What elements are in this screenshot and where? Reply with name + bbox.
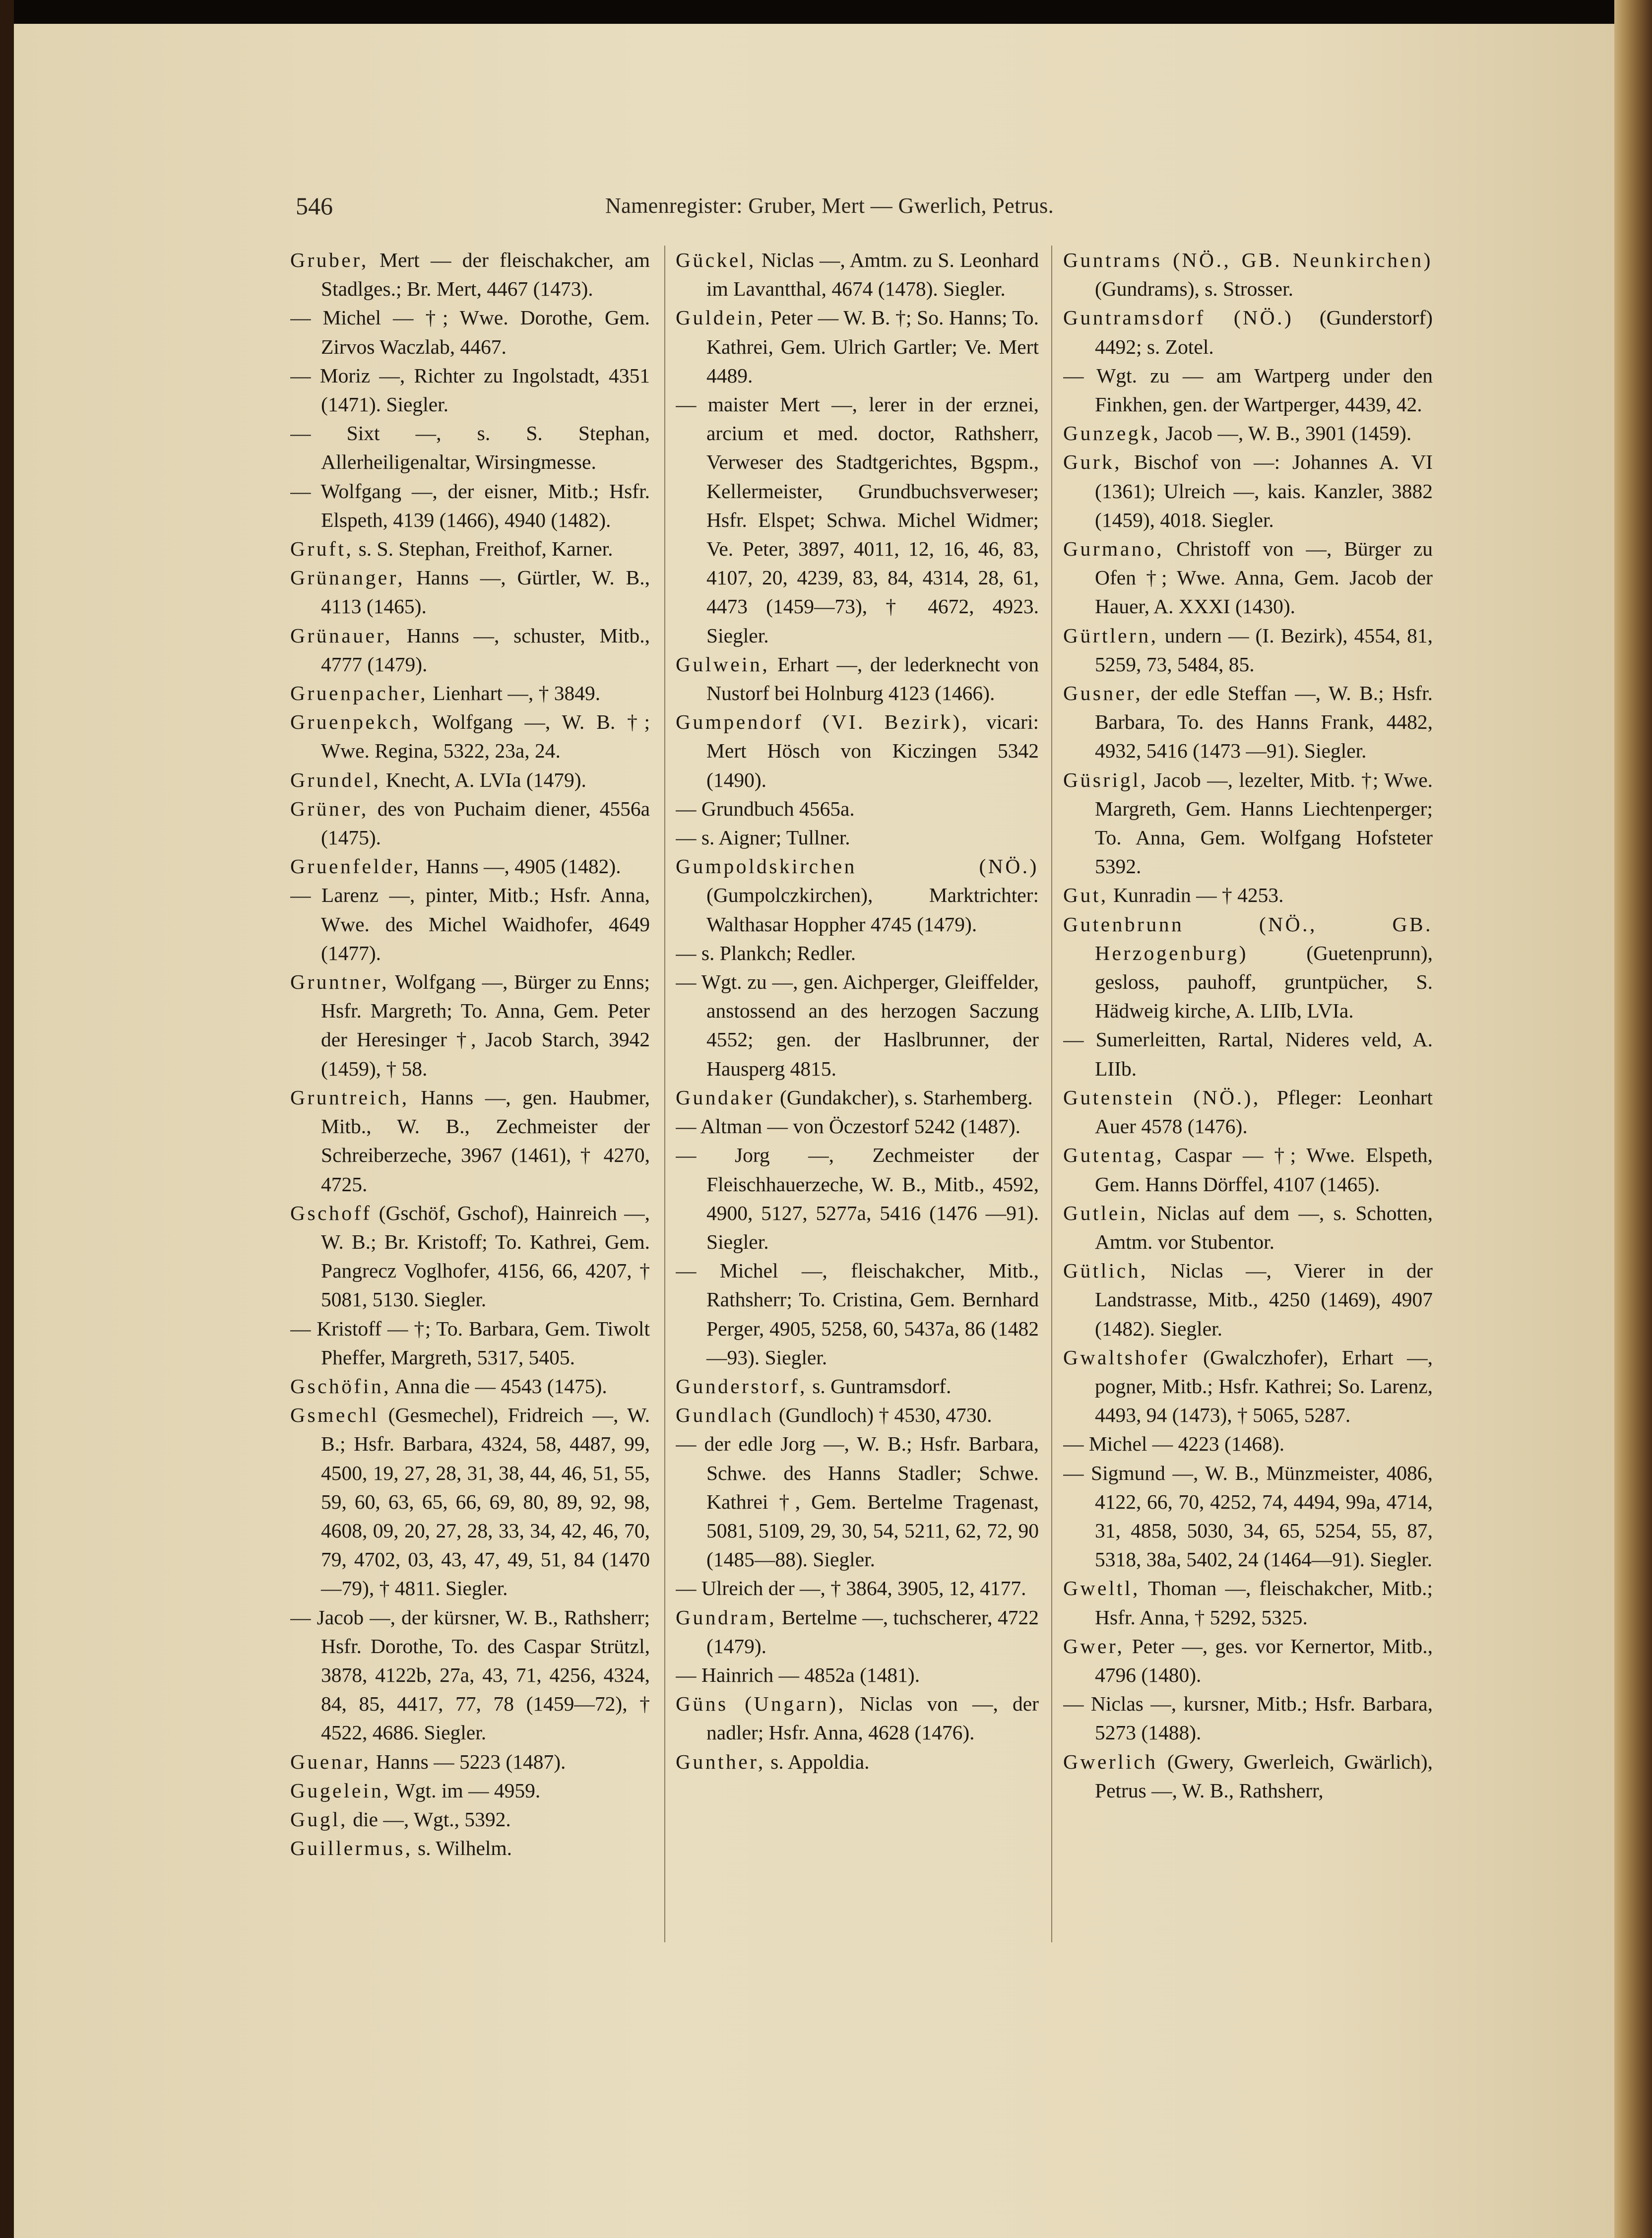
entry-headword: Grünauer,	[290, 624, 392, 647]
entry-text: (Gumpolczkirchen), Marktrichter: Walthasar Hoppher 4745 (1479).	[706, 884, 1039, 936]
entry-text: Niclas auf dem —, s. Schotten, Amtm. vor Stubentor.	[1095, 1201, 1433, 1253]
entry-headword: Gweltl,	[1063, 1577, 1140, 1600]
index-entry	[1063, 1689, 1433, 1747]
index-entry	[1063, 1459, 1433, 1574]
index-entry	[1063, 534, 1433, 621]
entry-headword: Gunther,	[676, 1750, 765, 1773]
index-entry	[1063, 621, 1433, 679]
entry-headword: Gruntreich,	[290, 1086, 409, 1109]
entry-headword: Gundlach	[676, 1404, 774, 1427]
entry-headword: Güns (Ungarn),	[676, 1692, 846, 1716]
index-entry	[676, 1372, 1039, 1401]
entry-text: — Kristoff — †; To. Barbara, Gem. Tiwolt Pheffer, Margreth, 5317, 5405.	[290, 1317, 650, 1369]
index-entry	[676, 1256, 1039, 1372]
scan-left-border	[0, 0, 14, 2238]
index-entry	[676, 1112, 1039, 1141]
entry-headword: Gutenbrunn (NÖ., GB. Herzogenburg)	[1063, 912, 1433, 964]
entry-text: — Wolfgang —, der eisner, Mitb.; Hsfr. Elspeth, 4139 (1466), 4940 (1482).	[290, 479, 650, 531]
index-entry	[1063, 1141, 1433, 1198]
entry-text: — Jacob —, der kürsner, W. B., Rathsherr; Hsfr. Dorothe, To. des Caspar Strützl, 3878, 4122b, 27a, 43, 71, 4256, 4324, 84, 85, 4417, 77, 78 (1459—72), † 4522, 4686. Siegler.	[290, 1605, 650, 1744]
entry-headword: Gwer,	[1063, 1634, 1125, 1658]
index-entry	[1063, 419, 1433, 448]
entry-headword: Gut,	[1063, 884, 1108, 907]
entry-headword: Grüner,	[290, 797, 369, 820]
index-entry	[1063, 679, 1433, 766]
index-entry	[1063, 1199, 1433, 1256]
entry-text: — Altman — von Öczestorf 5242 (1487).	[676, 1115, 1021, 1138]
index-entry	[1063, 910, 1433, 1025]
entry-headword: Guldein,	[676, 306, 765, 329]
entry-headword: Guenar,	[290, 1750, 371, 1773]
entry-headword: Gwaltshofer	[1063, 1345, 1190, 1369]
entry-text: Lienhart —, † 3849.	[428, 682, 601, 705]
entry-headword: Gschöfin,	[290, 1374, 391, 1398]
entry-text: — Michel — 4223 (1468).	[1063, 1432, 1285, 1456]
entry-text: Wolfgang —, Bürger zu Enns; Hsfr. Margreth; To. Anna, Gem. Peter der Heresinger †, Jacob Starch, 3942 (1459), † 58.	[321, 970, 650, 1080]
index-entry	[1063, 1083, 1433, 1141]
index-entry	[676, 390, 1039, 650]
entry-text: Peter —, ges. vor Kernertor, Mitb., 4796 (1480).	[1095, 1634, 1433, 1686]
entry-headword: Gunderstorf,	[676, 1374, 807, 1398]
entry-text: — Michel —, fleischakcher, Mitb., Rathsherr; To. Cristina, Gem. Bernhard Perger, 4905, 5258, 60, 5437a, 86 (1482—93). Siegler.	[676, 1259, 1039, 1369]
entry-headword: Gugelein,	[290, 1779, 391, 1802]
index-entry	[1063, 1747, 1433, 1805]
index-column-1	[290, 246, 650, 1967]
entry-headword: Gruber,	[290, 249, 369, 271]
entry-text: Niclas von —, der nadler; Hsfr. Anna, 4628 (1476).	[706, 1692, 1039, 1744]
entry-text: s. Guntramsdorf.	[807, 1374, 952, 1398]
index-entry	[290, 477, 650, 534]
index-entry	[676, 1661, 1039, 1689]
running-title: Namenregister: Gruber, Mert — Gwerlich, Petrus.	[605, 193, 1054, 218]
index-entry	[1063, 303, 1433, 361]
index-entry	[676, 1429, 1039, 1574]
entry-text: der edle Steffan —, W. B.; Hsfr. Barbara, To. des Hanns Frank, 4482, 4932, 5416 (1473 —91). Siegler.	[1095, 682, 1433, 763]
entry-text: — Ulreich der —, † 3864, 3905, 12, 4177.	[676, 1577, 1026, 1600]
entry-headword: Gugl,	[290, 1807, 348, 1831]
entry-text: s. Appoldia.	[765, 1750, 870, 1773]
page-number: 546	[296, 192, 333, 220]
entry-text: s. S. Stephan, Freithof, Karner.	[353, 537, 613, 561]
entry-text: (Guetenprunn), gesloss, pauhoff, gruntpücher, S. Hädweig kirche, A. LIIb, LVIa.	[1095, 941, 1433, 1023]
index-entry	[290, 1372, 650, 1401]
index-entry	[1063, 766, 1433, 881]
entry-text: Hanns —, Gürtler, W. B., 4113 (1465).	[321, 566, 650, 618]
entry-headword: Gückel,	[676, 249, 756, 271]
entry-headword: Gulwein,	[676, 652, 770, 676]
entry-text: — der edle Jorg —, W. B.; Hsfr. Barbara, Schwe. des Hanns Stadler; Schwe. Kathrei †, Gem. Bertelme Tragenast, 5081, 5109, 29, 30, 54, 5211, 62, 72, 90 (1485—88). Siegler.	[676, 1432, 1039, 1571]
entry-headword: Gürtlern,	[1063, 624, 1158, 647]
entry-headword: Gunzegk,	[1063, 422, 1161, 445]
index-entry	[676, 967, 1039, 1083]
entry-text: undern — (I. Bezirk), 4554, 81, 5259, 73, 5484, 85.	[1095, 624, 1433, 676]
index-entry	[290, 534, 650, 563]
index-entry	[290, 1834, 650, 1862]
column-divider	[1051, 246, 1052, 1942]
index-entry	[1063, 1574, 1433, 1631]
index-entry	[290, 621, 650, 679]
index-entry	[290, 881, 650, 967]
index-entry	[676, 794, 1039, 823]
entry-text: — Wgt. zu — am Wartperg under den Finkhen, gen. der Wartperger, 4439, 42.	[1063, 364, 1433, 416]
index-entry	[676, 707, 1039, 794]
column-divider	[664, 246, 665, 1942]
entry-headword: Gsmechl	[290, 1404, 380, 1427]
entry-text: Jacob —, lezelter, Mitb. †; Wwe. Margreth, Gem. Hanns Liechtenperger; To. Anna, Gem. Wolfgang Hofsteter 5392.	[1095, 768, 1433, 878]
entry-text: die —, Wgt., 5392.	[347, 1807, 511, 1831]
entry-text: Anna die — 4543 (1475).	[391, 1374, 607, 1398]
entry-text: Wgt. im — 4959.	[391, 1779, 541, 1802]
index-entry	[1063, 448, 1433, 534]
entry-text: Knecht, A. LVIa (1479).	[381, 768, 586, 791]
entry-headword: Gruenpacher,	[290, 682, 428, 705]
index-entry	[676, 246, 1039, 303]
index-entry	[1063, 246, 1433, 303]
entry-text: vicari: Mert Hösch von Kiczingen 5342 (1490).	[706, 710, 1039, 791]
index-entry	[290, 967, 650, 1083]
entry-headword: Gschoff	[290, 1201, 372, 1224]
entry-text: Bischof von —: Johannes A. VI (1361); Ulreich —, kais. Kanzler, 3882 (1459), 4018. Siegler.	[1095, 450, 1433, 531]
index-entry	[290, 766, 650, 794]
entry-headword: Guntramsdorf (NÖ.)	[1063, 306, 1294, 329]
index-entry	[290, 246, 650, 303]
index-entry	[1063, 1025, 1433, 1083]
entry-text: Mert — der fleischakcher, am Stadlges.; Br. Mert, 4467 (1473).	[321, 249, 650, 301]
index-entry	[290, 707, 650, 765]
index-entry	[290, 852, 650, 881]
entry-text: Niclas —, Vierer in der Landstrasse, Mitb., 4250 (1469), 4907 (1482). Siegler.	[1095, 1259, 1433, 1340]
entry-text: — Niclas —, kursner, Mitb.; Hsfr. Barbara, 5273 (1488).	[1063, 1692, 1433, 1744]
entry-text: — Hainrich — 4852a (1481).	[676, 1663, 920, 1686]
entry-text: — Sixt —, s. S. Stephan, Allerheiligenaltar, Wirsingmesse.	[290, 422, 650, 474]
entry-headword: Grundel,	[290, 768, 381, 791]
entry-headword: Gundaker	[676, 1086, 775, 1109]
index-entry	[290, 1805, 650, 1834]
entry-text: Caspar — †; Wwe. Elspeth, Gem. Hanns Dörffel, 4107 (1465).	[1095, 1144, 1433, 1196]
entry-headword: Gütlich,	[1063, 1259, 1148, 1282]
index-entry	[290, 361, 650, 419]
index-entry	[1063, 1429, 1433, 1458]
entry-text: Hanns — 5223 (1487).	[371, 1750, 566, 1773]
entry-text: Bertelme —, tuchscherer, 4722 (1479).	[706, 1605, 1039, 1658]
entry-headword: Gruenfelder,	[290, 855, 421, 878]
entry-text: Niclas —, Amtm. zu S. Leonhard im Lavantthal, 4674 (1478). Siegler.	[706, 249, 1039, 301]
index-entry	[1063, 1256, 1433, 1343]
entry-text: Thoman —, fleischakcher, Mitb.; Hsfr. Anna, † 5292, 5325.	[1095, 1577, 1433, 1629]
index-entry	[676, 1574, 1039, 1602]
entry-text: (Gesmechel), Fridreich —, W. B.; Hsfr. Barbara, 4324, 58, 4487, 99, 4500, 19, 27, 28, 31, 38, 44, 46, 51, 55, 59, 60, 63, 65, 66, 69, 80, 89, 92, 98, 4608, 09, 20, 27, 28, 33, 34, 42, 46, 70, 79, 4702, 03, 43, 47, 49, 51, 84 (1470—79), † 4811. Siegler.	[321, 1404, 650, 1600]
entry-text: Pfleger: Leonhart Auer 4578 (1476).	[1095, 1086, 1433, 1138]
index-entry	[676, 852, 1039, 939]
index-entry	[290, 794, 650, 852]
entry-headword: Gruenpekch,	[290, 710, 421, 734]
index-entry	[290, 679, 650, 707]
entry-text: s. Wilhelm.	[412, 1837, 512, 1860]
entry-text: — Wgt. zu —, gen. Aichperger, Gleiffelder, anstossend an des herzogen Saczung 4552; gen. der Haslbrunner, der Hausperg 4815.	[676, 970, 1039, 1080]
entry-headword: Guillermus,	[290, 1837, 413, 1860]
index-entry	[676, 1083, 1039, 1112]
index-entry	[290, 1314, 650, 1372]
index-entry	[676, 939, 1039, 967]
index-entry	[676, 650, 1039, 707]
entry-text: — Moriz —, Richter zu Ingolstadt, 4351 (1471). Siegler.	[290, 364, 650, 416]
index-entry	[290, 1199, 650, 1314]
entry-text: (Gundloch) † 4530, 4730.	[773, 1404, 992, 1427]
running-header	[296, 189, 1452, 223]
entry-headword: Gusner,	[1063, 682, 1143, 705]
index-entry	[676, 1747, 1039, 1776]
entry-headword: Gutentag,	[1063, 1144, 1164, 1167]
entry-headword: Grünanger,	[290, 566, 405, 589]
index-entry	[290, 1603, 650, 1747]
index-column-2	[676, 246, 1039, 1967]
entry-text: (Gschöf, Gschof), Hainreich —, W. B.; Br. Kristoff; To. Kathrei, Gem. Pangrecz Voglhofer, 4156, 66, 4207, † 5081, 5130. Siegler.	[321, 1201, 650, 1311]
index-entry	[290, 303, 650, 361]
index-entry	[676, 1689, 1039, 1747]
index-entry	[1063, 361, 1433, 419]
entry-text: — s. Plankch; Redler.	[676, 941, 856, 964]
index-entry	[290, 563, 650, 621]
index-column-3	[1063, 246, 1433, 1967]
index-entry	[290, 1401, 650, 1602]
entry-headword: Gurmano,	[1063, 537, 1164, 561]
entry-headword: Gruntner,	[290, 970, 389, 994]
entry-text: — Sumerleitten, Rartal, Nideres veld, A. LIIb.	[1063, 1028, 1433, 1080]
index-entry	[290, 1747, 650, 1776]
entry-text: (Gwalczhofer), Erhart —, pogner, Mitb.; Hsfr. Kathrei; So. Larenz, 4493, 94 (1473), † 5065, 5287.	[1095, 1345, 1433, 1427]
entry-text: Kunradin — † 4253.	[1108, 884, 1284, 907]
book-binding-edge	[1614, 0, 1652, 2238]
entry-headword: Güsrigl,	[1063, 768, 1148, 791]
entry-text: Hanns —, 4905 (1482).	[421, 855, 621, 878]
index-entry	[676, 1141, 1039, 1256]
index-entry	[290, 1083, 650, 1199]
entry-text: (Gwery, Gwerleich, Gwärlich), Petrus —, W. B., Rathsherr,	[1095, 1750, 1433, 1802]
entry-headword: Gutlein,	[1063, 1201, 1148, 1224]
index-entry	[1063, 881, 1433, 909]
entry-text: Jacob —, W. B., 3901 (1459).	[1160, 422, 1412, 445]
entry-text: — Grundbuch 4565a.	[676, 797, 855, 820]
index-entry	[676, 303, 1039, 390]
index-entry	[290, 419, 650, 476]
entry-text: — Larenz —, pinter, Mitb.; Hsfr. Anna, Wwe. des Michel Waidhofer, 4649 (1477).	[290, 884, 650, 964]
entry-text: — Michel — †; Wwe. Dorothe, Gem. Zirvos Waczlab, 4467.	[290, 306, 650, 358]
index-entry	[676, 823, 1039, 852]
entry-headword: Gutenstein (NÖ.),	[1063, 1086, 1261, 1109]
entry-headword: Guntrams (NÖ., GB. Neunkirchen)	[1063, 249, 1433, 271]
index-entry	[676, 1603, 1039, 1661]
entry-headword: Gumpendorf (VI. Bezirk),	[676, 710, 969, 734]
entry-headword: Gundram,	[676, 1605, 777, 1629]
entry-text: des von Puchaim diener, 4556a (1475).	[321, 797, 650, 849]
scan-top-border	[0, 0, 1652, 24]
entry-text: Peter — W. B. †; So. Hanns; To. Kathrei, Gem. Ulrich Gartler; Ve. Mert 4489.	[706, 306, 1039, 387]
entry-text: — Jorg —, Zechmeister der Fleischhauerzeche, W. B., Mitb., 4592, 4900, 5127, 5277a, 5416 (1476 —91). Siegler.	[676, 1144, 1039, 1253]
entry-text: Hanns —, schuster, Mitb., 4777 (1479).	[321, 624, 650, 676]
entry-text: (Gundrams), s. Strosser.	[1095, 277, 1293, 301]
entry-headword: Gumpoldskirchen (NÖ.)	[676, 855, 1039, 878]
entry-headword: Gurk,	[1063, 450, 1122, 474]
entry-text: (Gundakcher), s. Starhemberg.	[774, 1086, 1033, 1109]
entry-text: Wolfgang —, W. B. †; Wwe. Regina, 5322, 23a, 24.	[321, 710, 650, 763]
index-entry	[290, 1776, 650, 1805]
entry-headword: Gwerlich	[1063, 1750, 1158, 1773]
index-entry	[676, 1401, 1039, 1429]
entry-text: Hanns —, gen. Haubmer, Mitb., W. B., Zechmeister der Schreiberzeche, 3967 (1461), † 4270, 4725.	[321, 1086, 650, 1196]
entry-text: Erhart —, der lederknecht von Nustorf bei Holnburg 4123 (1466).	[706, 652, 1039, 705]
index-entry	[1063, 1632, 1433, 1689]
entry-headword: Gruft,	[290, 537, 354, 561]
entry-text: Christoff von —, Bürger zu Ofen †; Wwe. Anna, Gem. Jacob der Hauer, A. XXXI (1430).	[1095, 537, 1433, 618]
entry-text: — s. Aigner; Tullner.	[676, 826, 850, 849]
entry-text: — maister Mert —, lerer in der erznei, arcium et med. doctor, Rathsherr, Verweser des Stadtgerichtes, Bgspm., Kellermeister, Grundbuchsverweser; Hsfr. Elspet; Schwa. Michel Widmer; Ve. Peter, 3897, 4011, 12, 16, 46, 83, 4107, 20, 4239, 83, 84, 4314, 28, 61, 4473 (1459—73), † 4672, 4923. Siegler.	[676, 393, 1039, 647]
index-entry	[1063, 1343, 1433, 1430]
entry-text: (Gunderstorf) 4492; s. Zotel.	[1095, 306, 1433, 358]
entry-text: — Sigmund —, W. B., Münzmeister, 4086, 4122, 66, 70, 4252, 74, 4494, 99a, 4714, 31, 4858, 5030, 34, 65, 5254, 55, 87, 5318, 38a, 5402, 24 (1464—91). Siegler.	[1063, 1461, 1433, 1571]
